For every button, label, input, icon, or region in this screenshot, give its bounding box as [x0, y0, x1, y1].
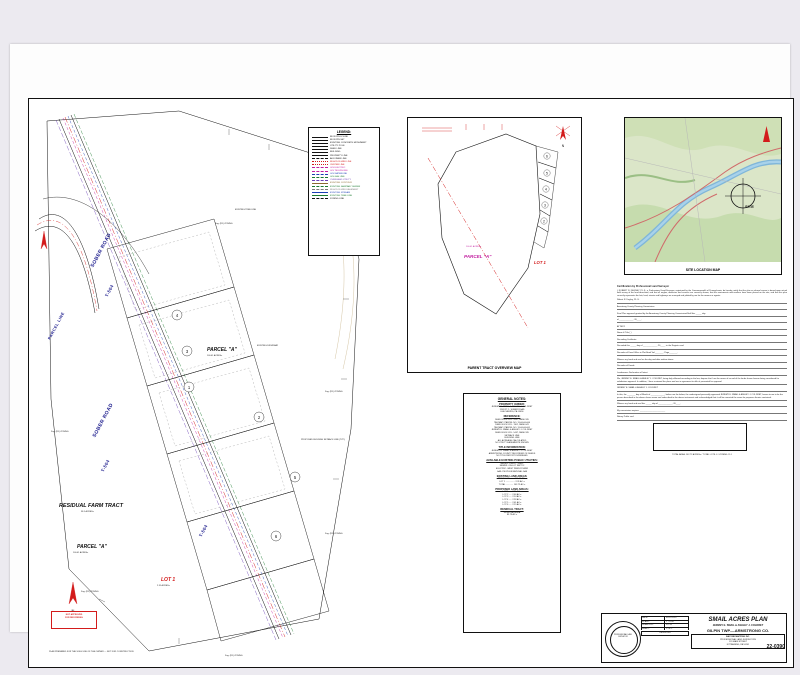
legend-item: [312, 158, 376, 160]
title-block-field-label: SCALE:: [642, 621, 665, 624]
firm-line-2: 123 MAIN STREET: [728, 641, 747, 644]
legend-item-label: U/G WATERLINE: [330, 173, 348, 176]
surveyor-seal: [605, 621, 641, 657]
road-label-sober-road-2: SOBER ROAD: [91, 402, 115, 439]
legend-item-label: IRON PIN SET: [330, 139, 345, 142]
legend-item: [312, 176, 376, 178]
certification-line: JEREMY E. SMAIL & ASHLEY J. COLDRET: [617, 387, 787, 391]
title-block-field-value: 1" = 100': [666, 620, 675, 623]
notes-line: TOTAL ............. 102.72 AC.±: [498, 483, 526, 486]
certification-line: of ____________, 20____.: [617, 319, 787, 323]
certification-line: ATTEST:: [617, 326, 787, 330]
title-block-field-label: SHEET:: [642, 628, 665, 631]
plan-stamp-note: PLAN PREPARED FOR THE SOLE USE OF THE OWNER — NOT FOR CONSTRUCTION: [49, 651, 134, 653]
certification-heading: Certification by Professional Land Surveyor: [617, 285, 670, 288]
certification-line: My commission expires: ______________________: [617, 410, 787, 414]
road-label-parcel-line: PARCEL LINE: [46, 310, 66, 341]
legend-swatch-icon: [312, 171, 328, 172]
legend-item: [312, 189, 376, 191]
legend-item: [312, 167, 376, 169]
notes-section-heading: AVAILABLE EXISTING PUBLIC UTILITIES:: [486, 459, 538, 463]
notes-line: RESIDUAL AREA: [503, 511, 521, 514]
legend-item: [312, 145, 376, 147]
title-block-fields: [641, 616, 689, 662]
legend-item: [312, 148, 376, 150]
residual-farm-tract-area: 98.1 ACRES±: [81, 511, 94, 513]
certification-line: Witness my hand and seal this _____ day of ____________, 20____.: [617, 403, 787, 407]
legend-item-label: ZONING LINE: [330, 197, 344, 200]
general-notes-box: [463, 393, 561, 633]
legend-item: [312, 179, 376, 181]
legend-item: [312, 161, 376, 163]
road-label-t504-1: T-504: [103, 283, 115, 298]
legend-title: LEGEND:: [336, 130, 352, 134]
site-location-caption: SITE LOCATION MAP: [685, 268, 721, 272]
legend-item-label: BUILDING: [330, 151, 341, 154]
legend-item: [312, 164, 376, 166]
notes-section-heading: RESIDUAL TRACT:: [500, 508, 524, 512]
legend-item-label: DEED LINE: [330, 148, 342, 151]
legend-swatch-icon: [312, 152, 328, 153]
legend-item: [312, 186, 376, 188]
svg-text:2: 2: [257, 415, 261, 420]
plan-red-seal-text: NOT APPROVED FOR RECORDING: [65, 614, 83, 619]
certification-signature-lines: [617, 299, 787, 420]
zoning-note-4: Zng. (R1) ZONING: [325, 533, 343, 535]
overview-map-caption: PARENT TRACT OVERVIEW MAP: [467, 366, 522, 370]
plan-sheet: [10, 44, 790, 657]
lot-1-area: 2.31 ACRES±: [157, 585, 170, 587]
legend-item-label: EXISTING TREE LINE: [330, 194, 353, 197]
plan-title: SMAIL ACRES PLAN: [708, 617, 768, 623]
legend-swatch-icon: [312, 198, 328, 199]
certification-line: Armstrong County Planning Commission: [617, 306, 787, 310]
notes-section-heading: EXISTING LAND AREAS:: [496, 474, 528, 478]
legend-swatch-icon: [312, 146, 328, 147]
notes-line: GAS: PEOPLES NATURAL GAS: [496, 470, 528, 473]
notes-line: 1191 RT. 1, SOBER ROAD: [499, 408, 525, 411]
certification-line: Recorder of Deed Office in Plat Book Vol._______, Page_______.: [617, 352, 787, 356]
drawing-number: 22-0390: [766, 643, 785, 650]
title-block-field-label: DATE:: [642, 617, 665, 620]
certification-body: I, ROBERT R. DEGNEY, P.L.S., a Professional Land Surveyor, registered by the Commonwealth of Pennsylvania, do hereby certify that the plan as shown hereon is based upon actual field survey of the land described, and that all angles, distances and courses are correctly shown; that the monuments and markers have been placed on the site, and that this plan correctly represents the lots, land, streets and highways as surveyed and plotted by me for the owners or agents.: [617, 289, 787, 297]
parent-tract-overview-map: [407, 117, 582, 373]
svg-text:5: 5: [293, 475, 297, 480]
legend-item-label: U/G GAS LINE: [330, 176, 345, 179]
notes-line: NO UTILITY EASEMENTS KNOWN: [495, 442, 529, 445]
svg-text:4: 4: [545, 187, 547, 192]
notes-line: LOT 1 ................ 2.31 AC.±: [499, 480, 525, 483]
notes-line: SETBACK LINE: [504, 434, 520, 437]
notes-line: JEREMY E. SMAIL & ASHLEY J. COLDRET: [491, 450, 533, 452]
title-block-field: [641, 620, 689, 624]
parcel-a-label-2: PARCEL "A": [77, 544, 107, 550]
certification-line: Name & Title ( ): [617, 332, 787, 336]
title-block-titles: [691, 617, 785, 649]
notes-line: DEED BOOK VOL. 1102, PAGE 441: [495, 424, 529, 427]
parcel-a-area-2: 100.41 ACRES±: [73, 552, 89, 554]
legend-swatch-icon: [312, 189, 328, 190]
legend-item-label: OVERHEAD UTILITY: [330, 179, 352, 182]
legend-item-label: CENTER LINE: [330, 163, 345, 166]
legend-swatch-icon: [312, 149, 328, 150]
notes-line: ALL ACREAGE CALCULATED: [497, 439, 527, 442]
legend-item-label: U/G TELEPHONE: [330, 170, 348, 173]
notes-line: LEECHBURG, PA 15656: [500, 411, 524, 414]
certification-line: Recorded this _____ day of ____________, 20____, in the Register and: [617, 345, 787, 349]
notes-line: WATER: PUBLIC / WELL: [500, 462, 524, 465]
overview-parcel-label: PARCEL "A": [464, 254, 492, 259]
legend-swatch-icon: [312, 155, 328, 156]
title-block-field-value: 1 OF 1: [666, 627, 673, 630]
lot-1-label: LOT 1: [161, 577, 176, 583]
revisions-label: REVISIONS: [641, 631, 689, 636]
general-notes-body: [467, 403, 557, 518]
road-label-sober-road-1: SOBER ROAD: [89, 232, 113, 269]
notes-line: 89.73 AC.±: [506, 514, 518, 517]
notes-line: DEED BOOK VOL. 1447, PAGE 185: [495, 418, 529, 421]
legend-item: [312, 139, 376, 141]
legend-item-label: EXISTING STREAM: [330, 191, 350, 194]
legend-swatch-icon: [312, 195, 328, 196]
legend-item-label: RIGHT-OF-WAY LINE: [330, 160, 352, 163]
legend-item-label: PROPERTY LINE: [330, 154, 348, 157]
zoning-note-2: Zng. (R1) ZONING: [215, 223, 233, 225]
title-block-field: [641, 620, 689, 627]
legend-item: [312, 173, 376, 175]
zoning-note-6: Zng. (R1) ZONING: [225, 655, 243, 657]
notes-line: BUILDING LINE: [504, 437, 520, 440]
notes-line: LOT 2 ..... 2.06 AC.±: [502, 493, 522, 496]
title-block-field-value: 09-15-2022: [666, 617, 677, 619]
svg-text:1: 1: [187, 385, 191, 390]
title-block-field-label: DRAWN BY:: [642, 624, 665, 627]
site-location-map: [624, 117, 782, 275]
legend-swatch-icon: [312, 167, 328, 168]
certification-line: In this, the _______ day of Month of ____________, before me the below, the undersigned personally appeared JEREMY E. SMAIL & ASHLEY J. COLDRET, known to me to be the person described in the above shown name and subscribed to the above instrument and acknowledged that it will be executed the same for purposes therein contained.: [617, 394, 787, 401]
certification-line: Recorder of Deeds: [617, 365, 787, 369]
plan-misc-note-3: EXISTING DRIVEWAY: [257, 345, 279, 347]
notes-line: LOT 4 ..... 2.28 AC.±: [502, 499, 522, 501]
firm-line-3: KITTANNING, PA 16201: [726, 643, 750, 646]
title-block: [601, 613, 787, 663]
svg-text:N: N: [561, 144, 565, 148]
legend-swatch-icon: [312, 137, 328, 138]
svg-text:6: 6: [274, 534, 278, 539]
legend-swatch-icon: [312, 140, 328, 141]
overview-lot-label: LOT 1: [534, 260, 546, 265]
legend-item: [312, 170, 376, 172]
svg-text:2: 2: [543, 219, 545, 224]
legend-item-label: UTILITY POLE: [330, 145, 345, 148]
general-notes-title: GENERAL NOTES:: [497, 397, 527, 401]
legend-swatch-icon: [312, 164, 328, 165]
svg-text:3: 3: [185, 349, 189, 354]
site-label: SITE: [745, 204, 754, 209]
notes-line: JEREMY E. SMAIL & ASHLEY J. COLDRET: [491, 429, 533, 432]
svg-text:6: 6: [546, 154, 548, 159]
sheet-border: [28, 98, 794, 668]
plan-township: GILPIN TWP.—ARMSTRONG CO.: [706, 628, 770, 634]
certification-line: Recording Certificate: [617, 339, 787, 343]
notes-line: ARMSTRONG COUNTY RECORDER OF DEEDS: [488, 452, 536, 455]
legend-swatch-icon: [312, 161, 328, 162]
certification-line: Robert R. Degley, P.L.S.: [617, 299, 787, 303]
plan-misc-note-1: EXISTING TREE LINE: [235, 209, 256, 211]
certification-line: We, JEREMY E. SMAIL & ASHLEY J. COLDRET, being duly affirmed according to the law, depose that I am the owner of record of the lands shown hereon being considered for subdivision approval. In addition, I have reviewed the plans and am in agreement to offer it presented for approval.: [617, 378, 787, 385]
legend-swatch-icon: [312, 158, 328, 159]
legend-item-label: EXISTING CONCRETE MONUMENT: [330, 142, 367, 145]
certification-line: Landowners Declaration of Intent: [617, 372, 787, 376]
certification-line: Final Plan approval granted by the Armstrong County Planning Commission/Staff this _____ day: [617, 313, 787, 317]
plan-owners: JEREMY E. SMAIL & ASHLEY J. COLDRET: [712, 624, 764, 627]
notes-section-heading: TITLE INFORMATION:: [498, 446, 526, 450]
legend-swatch-icon: [312, 192, 328, 193]
notes-line: ELECTRIC: WEST PENN POWER: [495, 468, 529, 471]
title-block-field: [641, 616, 689, 620]
notes-line: JEREMY E. SMAIL & ASHLEY J. COLDRET: [491, 406, 533, 409]
notes-section-heading: PROPERTY OWNER:: [499, 402, 525, 406]
zoning-note-1: Zng. (R1) ZONING: [51, 431, 69, 433]
notary-seal-box: [653, 423, 747, 451]
legend-item-label: EXISTING SANITARY SEWER: [330, 185, 361, 188]
legend-item: [312, 136, 376, 138]
firm-line-0: BAYONE MAPPING INC.: [726, 636, 750, 639]
plan-misc-note-2: PROPOSED BUILDING SETBACK LINE (TYP.): [301, 439, 345, 441]
legend-swatch-icon: [312, 183, 328, 184]
notes-section-heading: PROPOSED LAND AREAS:: [495, 487, 529, 491]
certification-line: Notary Public seal: [617, 416, 787, 420]
legend-box: [308, 127, 380, 256]
legend-item: [312, 198, 376, 200]
svg-text:4: 4: [175, 313, 179, 318]
legend-item: [312, 182, 376, 184]
notes-line: LOT 1 ..... 2.31 AC.±: [502, 491, 522, 494]
parcel-a-area-1: 100.41 ACRES±: [207, 355, 223, 357]
notes-line: TAX MAP / PARCEL NO. 15-00-00-001: [493, 426, 531, 429]
road-label-t504-2: T-504: [99, 458, 111, 473]
certification-block: [617, 285, 787, 585]
legend-item: [312, 155, 376, 157]
notes-line: DEED BOOK VOL. 1447, PAGE 185: [495, 431, 529, 434]
notes-line: LOT 5 ..... 2.01 AC.±: [502, 501, 522, 504]
title-block-field: [641, 627, 689, 631]
notes-line: NO TITLE REPORT FURNISHED: [496, 455, 528, 458]
firm-line-1: PROFESSIONAL LAND SURVEYORS: [720, 638, 756, 641]
legend-swatch-icon: [312, 143, 328, 144]
legend-item: [312, 151, 376, 153]
legend-swatch-icon: [312, 180, 328, 181]
notes-line: LOT 3 ..... 2.14 AC.±: [502, 496, 522, 499]
notes-line: PARCEL "A" ....... 100.41 AC.±: [497, 478, 527, 481]
svg-text:3: 3: [544, 203, 546, 208]
legend-item: [312, 142, 376, 144]
legend-item-label: U/G ELECTRIC: [330, 166, 346, 169]
surveyor-seal-text: PROFESSIONAL LAND SURVEYOR: [613, 634, 633, 638]
zoning-note-3: Zng. (R1) ZONING: [325, 391, 343, 393]
svg-text:5: 5: [546, 171, 548, 176]
zoning-note-5: Zng. (R1) ZONING: [81, 591, 99, 593]
legend-item: [312, 192, 376, 194]
legend-swatch-icon: [312, 186, 328, 187]
plan-red-seal: [51, 611, 97, 629]
overview-parcel-area: 100.41 ACRES±: [466, 246, 482, 248]
legend-item-label: EXISTING CONTOUR: [330, 182, 352, 185]
legend-swatch-icon: [312, 174, 328, 175]
legend-swatch-icon: [312, 177, 328, 178]
legend-item-label: IRON PIN FOUND: [330, 136, 349, 138]
notes-section-heading: REFERENCE:: [503, 415, 521, 419]
legend-item: [312, 195, 376, 197]
parcel-a-label-1: PARCEL "A": [207, 347, 237, 353]
title-block-field-value: R.C.H.: [666, 624, 673, 627]
notes-line: LOT 6 ..... 2.19 AC.±: [502, 504, 522, 507]
svg-text:N: N: [71, 608, 75, 613]
certification-line: Witness my hand and seal on the day and date written above.: [617, 359, 787, 363]
certification-footer: TOTAL AREA: 102.72 ACRES± / TOTAL LOTS: 6 / ZONING: R-1: [672, 453, 732, 456]
residual-farm-tract-label: RESIDUAL FARM TRACT: [59, 503, 123, 509]
legend-item-label: RIGHT-OF-WAY EASEMENT: [330, 188, 359, 191]
road-label-t504-3: T-504: [197, 523, 209, 538]
notes-line: SEWER: ON-LOT SEPTIC: [499, 465, 525, 468]
legend-rows: [312, 136, 376, 200]
legend-item-label: ADJOINER LINE: [330, 157, 347, 160]
notes-line: TAX MAP / PARCEL NO. 15-00-00-000: [493, 421, 531, 424]
